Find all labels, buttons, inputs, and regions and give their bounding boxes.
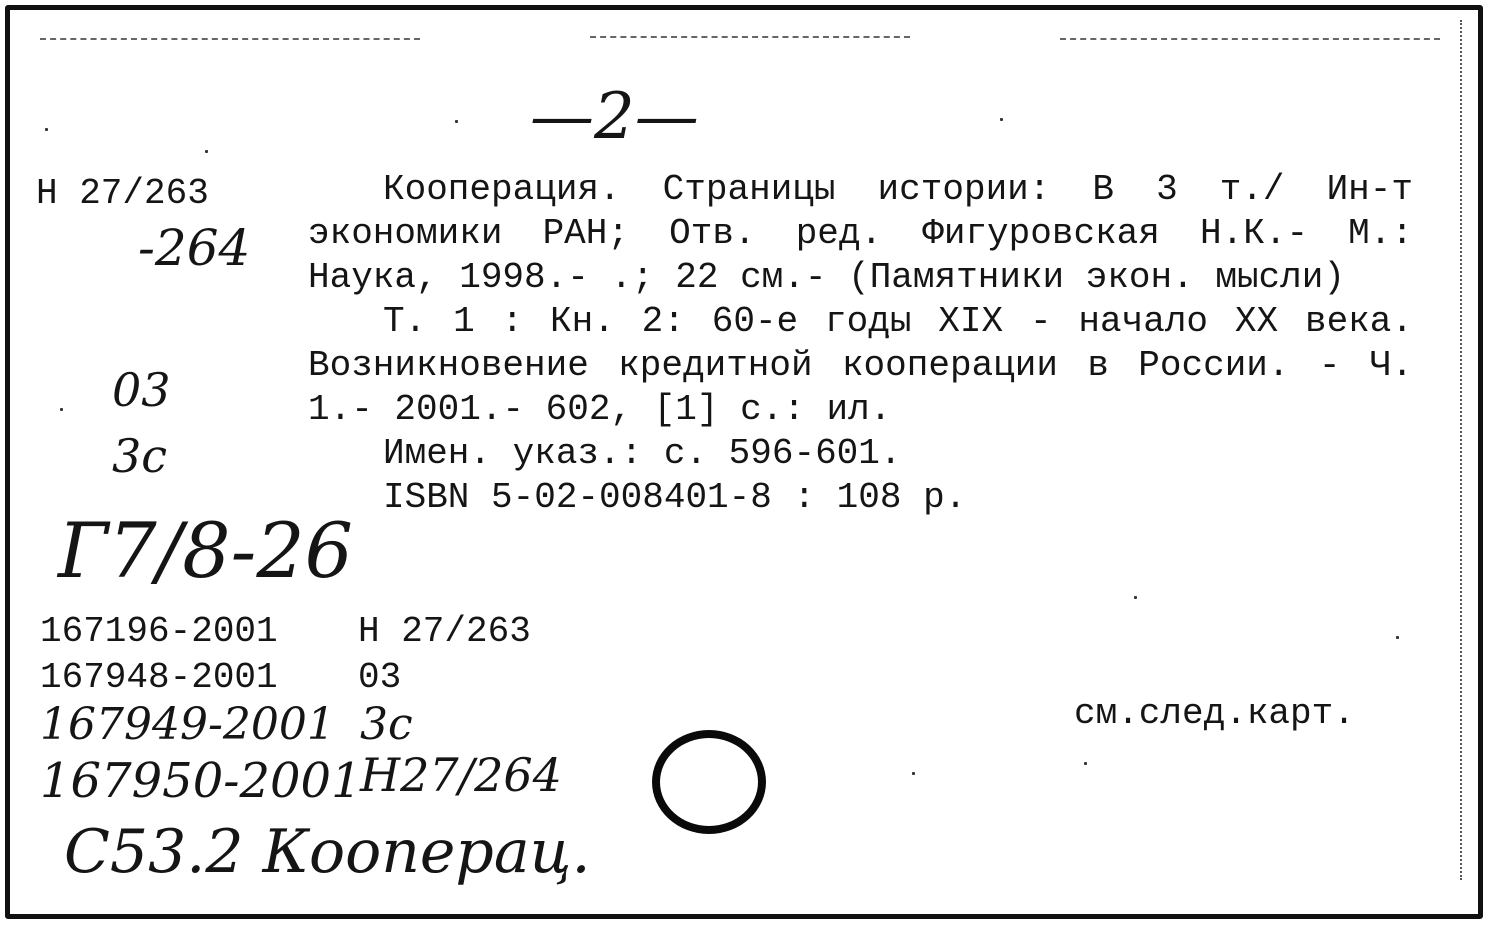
- continuation-note: см.след.карт.: [1074, 693, 1355, 734]
- scan-speck: [45, 128, 48, 131]
- entry-title-paragraph: Кооперация. Страницы истории: В 3 т./ Ин-т экономики РАН; Отв. ред. Фигуровская Н.К.- М.: Наука, 1998.- .; 22 см.- (Памятники экон. мысли): [308, 169, 1413, 298]
- inventory-number-handwritten: 167950-2001: [40, 753, 362, 809]
- entry-index-note: Имен. указ.: с. 596-601.: [383, 433, 902, 474]
- entry-volume-paragraph: Т. 1 : Кн. 2: 60-е годы XIX - начало XX века. Возникновение кредитной кооперации в России. - Ч. 1.- 2001.- 602, [1] с.: ил.: [308, 301, 1413, 430]
- inventory-number-handwritten: 167949-2001: [40, 699, 335, 750]
- shelf-mark: 3с: [112, 429, 168, 483]
- shelf-mark: 03: [112, 363, 171, 417]
- inventory-location-handwritten: Н27/264: [360, 748, 562, 802]
- scan-speck: [455, 120, 458, 123]
- card-edge-dots: [1460, 20, 1462, 880]
- bibliographic-entry: [308, 168, 1413, 520]
- page-mark: —2—: [530, 80, 699, 154]
- classification-code: С53.2 Кооперац.: [64, 817, 591, 887]
- handwritten-code: Г7/8-26: [58, 506, 354, 595]
- entry-isbn: ISBN 5-02-008401-8 : 108 р.: [383, 477, 967, 518]
- call-number: Н 27/263: [36, 173, 209, 214]
- circle-mark-icon: [652, 730, 766, 834]
- inventory-location: Н 27/263: [358, 611, 531, 652]
- scan-noise-line: [1060, 38, 1440, 40]
- scan-noise-line: [40, 38, 420, 40]
- scan-speck: [1134, 596, 1137, 599]
- scan-speck: [1396, 636, 1399, 639]
- inventory-number: 167948-2001: [40, 657, 278, 698]
- scan-speck: [205, 150, 208, 153]
- inventory-location: 03: [358, 657, 402, 698]
- scan-speck: [912, 772, 915, 775]
- scan-speck: [1084, 762, 1087, 765]
- scan-speck: [60, 408, 63, 411]
- scan-noise-line: [590, 36, 910, 38]
- inventory-number: 167196-2001: [40, 611, 278, 652]
- call-number-handwritten-suffix: -264: [138, 219, 251, 277]
- inventory-location-handwritten: 3с: [360, 699, 413, 750]
- scan-speck: [1000, 118, 1003, 121]
